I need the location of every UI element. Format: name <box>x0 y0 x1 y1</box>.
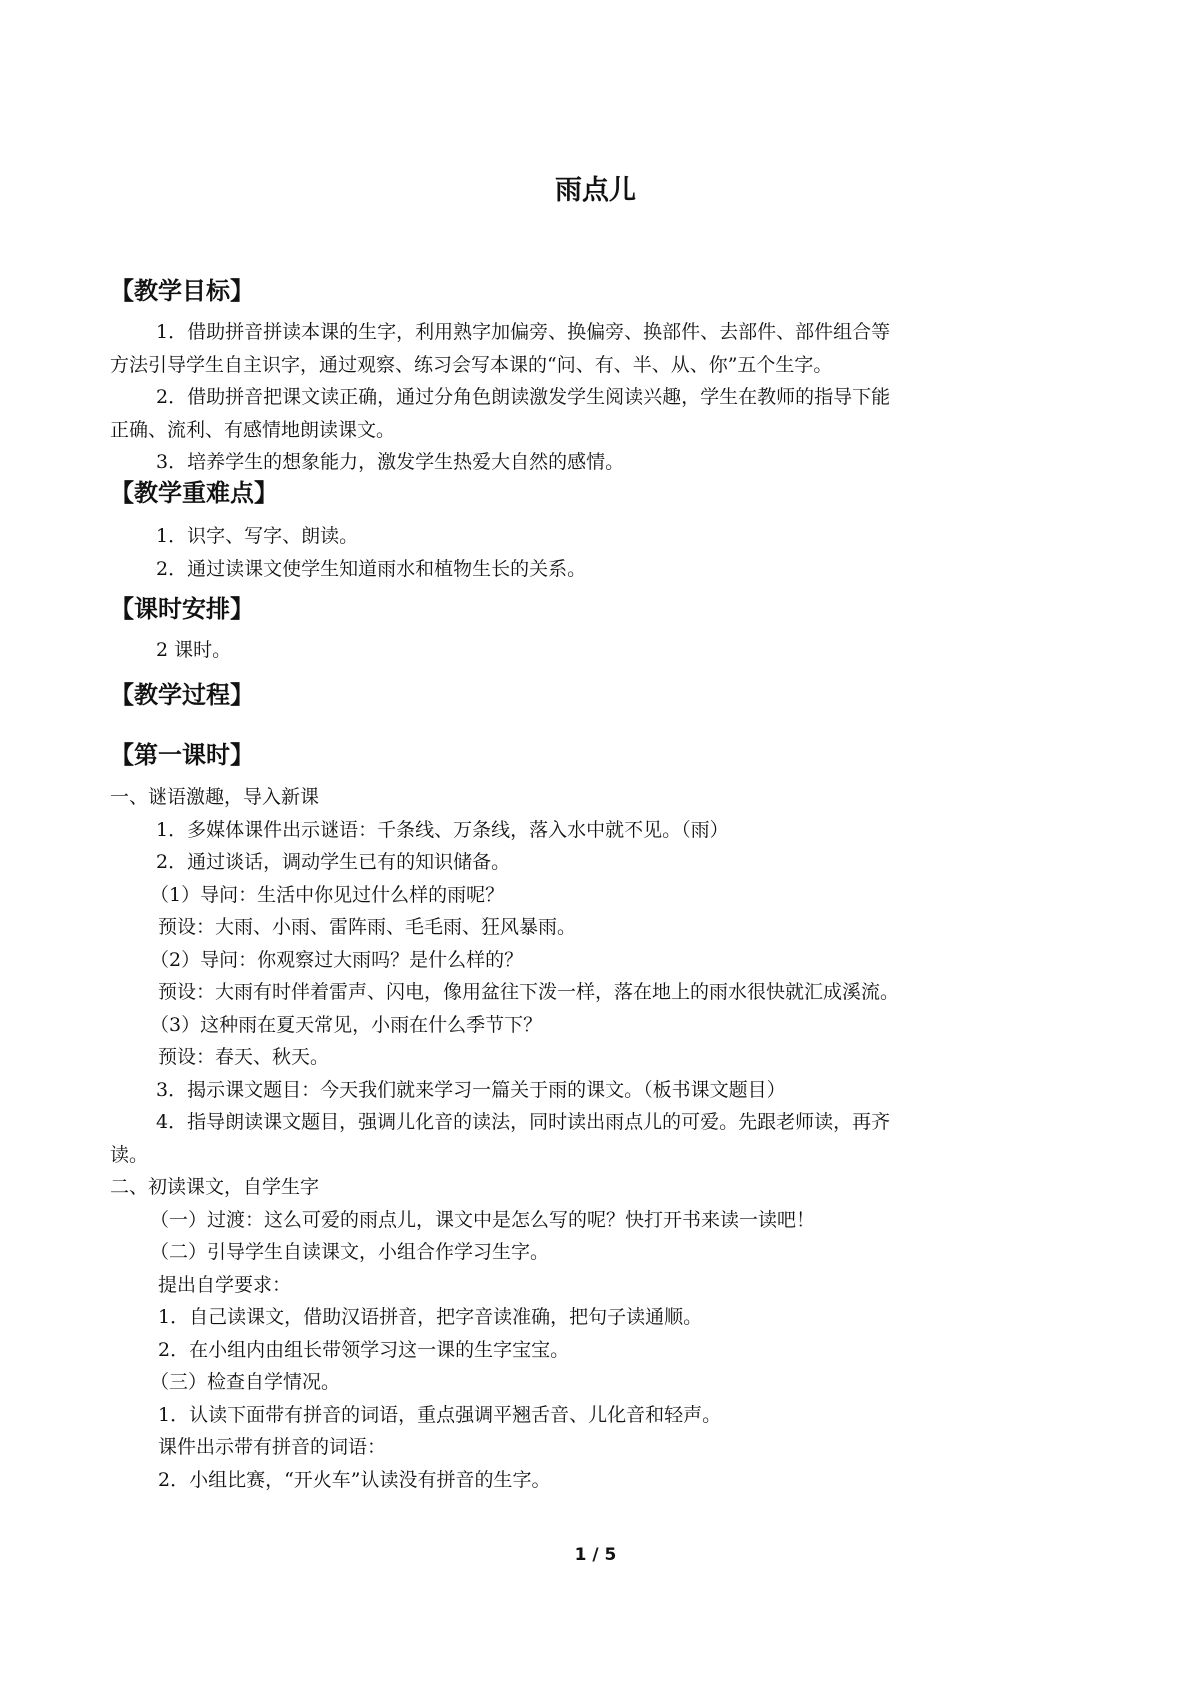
text-line: 2．在小组内由组长带领学习这一课的生字宝宝。 <box>158 1338 570 1361</box>
subsection-title: 一、谜语激趣，导入新课 <box>110 786 320 808</box>
text-line: 4．指导朗读课文题目，强调儿化音的读法，同时读出雨点儿的可爱。先跟老师读，再齐 <box>156 1111 891 1133</box>
section-heading-objectives: 【教学目标】 <box>110 277 254 305</box>
text-line: 2．通过谈话，调动学生已有的知识储备。 <box>156 851 511 873</box>
text-line: 1．认读下面带有拼音的词语，重点强调平翘舌音、儿化音和轻声。 <box>158 1403 722 1426</box>
section-heading-key-points: 【教学重难点】 <box>110 479 278 507</box>
text-line: 读。 <box>110 1143 149 1166</box>
section-heading-process: 【教学过程】 <box>110 681 254 709</box>
text-line: 1．识字、写字、朗读。 <box>156 525 359 547</box>
text-line: 1．自己读课文，借助汉语拼音，把字音读准确，把句子读通顺。 <box>158 1306 703 1328</box>
text-line: 2．借助拼音把课文读正确，通过分角色朗读激发学生阅读兴趣，学生在教师的指导下能 <box>156 386 891 408</box>
text-line: 预设：大雨、小雨、雷阵雨、毛毛雨、狂风暴雨。 <box>158 916 577 938</box>
lesson1-body <box>110 781 1090 1496</box>
schedule-paragraph <box>110 634 1090 667</box>
text-line: （二）引导学生自读课文，小组合作学习生字。 <box>150 1241 550 1263</box>
text-line: 提出自学要求： <box>158 1273 292 1296</box>
subsection-title: 二、初读课文，自学生字 <box>110 1176 320 1198</box>
section-heading-schedule: 【课时安排】 <box>110 595 254 623</box>
text-line: 1．借助拼音拼读本课的生字，利用熟字加偏旁、换偏旁、换部件、去部件、部件组合等 <box>156 321 891 343</box>
text-line: （1）导问：生活中你见过什么样的雨呢？ <box>150 883 505 906</box>
page-title: 雨点儿 <box>555 175 636 206</box>
text-line: （三）检查自学情况。 <box>150 1371 341 1393</box>
text-line: 方法引导学生自主识字，通过观察、练习会写本课的“问、有、半、从、你”五个生字。 <box>110 353 833 376</box>
text-line: 课件出示带有拼音的词语： <box>158 1436 387 1458</box>
text-line: 预设：大雨有时伴着雷声、闪电，像用盆往下泼一样，落在地上的雨水很快就汇成溪流。 <box>158 981 900 1003</box>
text-line: 2．小组比赛，“开火车”认读没有拼音的生字。 <box>158 1468 551 1491</box>
text-line: 预设：春天、秋天。 <box>158 1046 330 1068</box>
text-line: （3）这种雨在夏天常见，小雨在什么季节下？ <box>150 1013 543 1036</box>
objectives-paragraph <box>110 316 1090 479</box>
text-line: 正确、流利、有感情地朗读课文。 <box>110 418 396 441</box>
text-line: 1．多媒体课件出示谜语：千条线、万条线，落入水中就不见。（雨） <box>156 818 729 841</box>
text-line: 3．培养学生的想象能力，激发学生热爱大自然的感情。 <box>156 451 625 473</box>
section-heading-lesson1: 【第一课时】 <box>110 741 254 769</box>
text-line: 2 课时。 <box>156 639 232 661</box>
text-line: 3．揭示课文题目：今天我们就来学习一篇关于雨的课文。（板书课文题目） <box>156 1078 786 1101</box>
text-line: 2．通过读课文使学生知道雨水和植物生长的关系。 <box>156 557 587 580</box>
key-points-paragraph <box>110 520 1090 585</box>
page-number: 1 / 5 <box>574 1545 617 1565</box>
text-line: （一）过渡：这么可爱的雨点儿，课文中是怎么写的呢？快打开书来读一读吧！ <box>150 1208 816 1231</box>
text-line: （2）导问：你观察过大雨吗？是什么样的？ <box>150 948 524 971</box>
